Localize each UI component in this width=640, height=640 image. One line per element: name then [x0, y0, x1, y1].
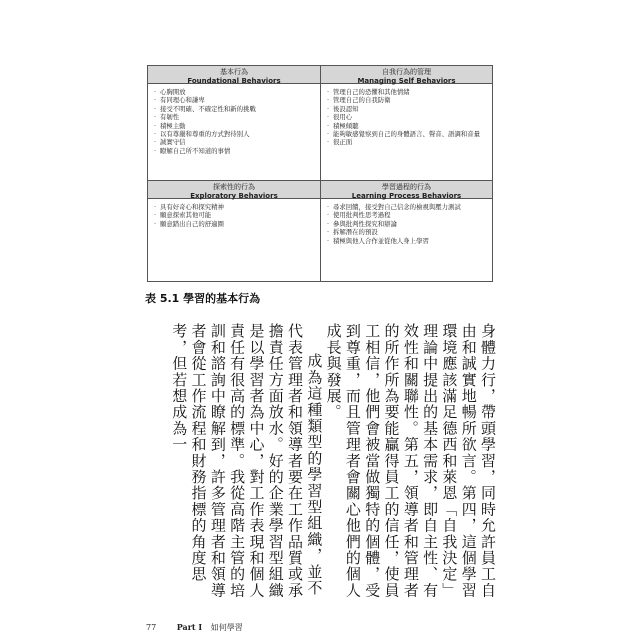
list-item: · 積極傾聽: [327, 122, 486, 130]
cell-header: [148, 181, 320, 199]
cell-title-en: Managing Self Behaviors: [357, 77, 456, 85]
list-item: · 後設認知: [327, 105, 486, 113]
behavior-list: [148, 84, 320, 155]
body-paragraph: 身體力行，帶頭學習，同時允許員工自由和誠實地暢所欲言。第四，這個學習環境應該滿足德西和萊恩「自我決定」理論中提出的基本需求，即自主性、有效性和關聯性。第五，領導者和管理者的所作所為要能贏得員工的信任，使員工相信，他們會被當做獨特的個體，受到尊重，而且管理者會關心他們的個人成長與發展。: [324, 323, 497, 599]
cell-title-en: Learning Process Behaviors: [351, 192, 462, 200]
cell-title-zh: 探索性的行為: [213, 183, 255, 191]
list-item: · 心胸開放: [154, 88, 314, 96]
list-item: · 使用批判性思考過程: [327, 211, 486, 219]
part-label: Part I: [176, 622, 203, 632]
cell-learning-process: [321, 181, 492, 281]
behavior-list: [148, 199, 320, 228]
list-item: · 管理自己的恐懼和其他情緒: [327, 88, 486, 96]
list-item: · 願意探索其他可能: [154, 211, 314, 219]
body-paragraph: 成為這種類型的學習型組織，並不代表管理者和領導者要在工作品質或承擔責任方面放水。好的企業學習型組織是以學習者為中心，對工作表現和個人責任有很高的標準。我從高階主管的培訓和諮詢中瞭解到，許多管理者和領導者會從工作流程和財務指標的角度思考，但若想成為一: [170, 323, 324, 599]
table-caption: 表 5.1 學習的基本行為: [145, 292, 261, 305]
cell-title-zh: 自我行為的管理: [382, 68, 431, 76]
list-item: · 有韌性: [154, 113, 314, 121]
list-item: · 具有好奇心和探究精神: [154, 203, 314, 211]
behavior-list: [321, 84, 492, 147]
behaviors-table: [147, 65, 493, 282]
cell-exploratory: [148, 181, 320, 281]
list-item: · 願意踏出自己的舒適圈: [154, 220, 314, 228]
list-item: · 有同理心和謙卑: [154, 96, 314, 104]
cell-title-zh: 基本行為: [220, 68, 248, 76]
list-item: · 瞭解自己所不知道的事情: [154, 147, 314, 155]
cell-title-en: Exploratory Behaviors: [190, 192, 278, 200]
behavior-list: [321, 199, 492, 245]
section-title: 如何學習: [210, 623, 243, 632]
list-item: · 以有尊嚴和尊重的方式對待別人: [154, 130, 314, 138]
cell-title-en: Foundational Behaviors: [187, 77, 281, 85]
list-item: · 很正面: [327, 138, 486, 146]
cell-foundational: [148, 66, 320, 180]
cell-title-zh: 學習過程的行為: [382, 183, 431, 191]
list-item: · 接受不明確、不確定性和新的挑戰: [154, 105, 314, 113]
cell-header: [148, 66, 320, 84]
cell-header: [321, 181, 492, 199]
body-text: [160, 323, 497, 609]
list-item: · 很用心: [327, 113, 486, 121]
list-item: · 積極主動: [154, 122, 314, 130]
cell-managing-self: [321, 66, 492, 180]
list-item: · 積極與他人合作並從他人身上學習: [327, 237, 486, 245]
list-item: · 管理自己的自我防衛: [327, 96, 486, 104]
page-footer: [146, 622, 243, 633]
page-number: 77: [146, 623, 157, 632]
list-item: · 參與批判性探究和辯論: [327, 220, 486, 228]
list-item: · 能夠敏感覺察到自己的身體語言、聲音、語調和音量: [327, 130, 486, 138]
cell-header: [321, 66, 492, 84]
list-item: · 拆解潛在的預設: [327, 228, 486, 236]
list-item: · 尋求回饋，接受對自己信念的檢視與壓力測試: [327, 203, 486, 211]
list-item: · 誠實守信: [154, 138, 314, 146]
